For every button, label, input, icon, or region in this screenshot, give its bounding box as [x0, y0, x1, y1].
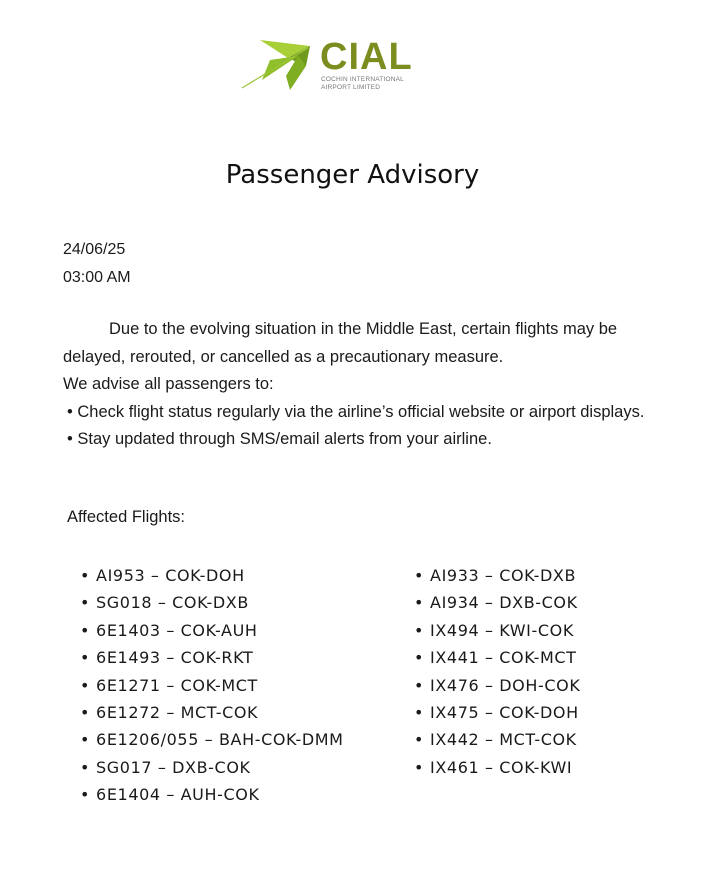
advisory-time: 03:00 AM	[63, 269, 131, 286]
flight-item: • 6E1272 – MCT-COK	[80, 699, 344, 726]
advise-line: We advise all passengers to:	[63, 375, 274, 393]
flight-item: • AI953 – COK-DOH	[80, 562, 344, 589]
cial-logo	[240, 36, 420, 96]
page-title: Passenger Advisory	[225, 160, 480, 190]
flight-item: • IX476 – DOH-COK	[414, 672, 580, 699]
flights-list-right	[414, 562, 580, 781]
advice-bullet-text: Stay updated through SMS/email alerts from your airline.	[77, 430, 492, 448]
advice-bullet: • Stay updated through SMS/email alerts from your airline.	[67, 430, 492, 448]
logo-subtitle-line1: COCHIN INTERNATIONAL	[321, 76, 404, 83]
flight-item: • 6E1403 – COK-AUH	[80, 617, 344, 644]
logo-subtitle-line2: AIRPORT LIMITED	[321, 84, 381, 91]
advice-bullet: • Check flight status regularly via the airline’s official website or airport displays.	[67, 402, 645, 421]
intro-paragraph: Due to the evolving situation in the Middle East, certain flights may be delayed, rerouted, or cancelled as a precautionary measure.	[63, 320, 618, 366]
flight-item: • SG017 – DXB-COK	[80, 754, 344, 781]
flight-item: • AI933 – COK-DXB	[414, 562, 580, 589]
flight-item: • 6E1206/055 – BAH-COK-DMM	[80, 726, 344, 753]
flight-item: • SG018 – COK-DXB	[80, 589, 344, 616]
logo-brand: CIAL	[320, 36, 413, 78]
affected-flights-label: Affected Flights:	[67, 508, 186, 526]
advisory-date: 24/06/25	[63, 241, 126, 258]
flights-list-left	[80, 562, 344, 809]
flight-item: • 6E1404 – AUH-COK	[80, 781, 344, 808]
flight-item: • IX475 – COK-DOH	[414, 699, 580, 726]
advice-bullet-text: Check flight status regularly via the airline’s official website or airport displays.	[77, 402, 645, 421]
flight-item: • IX494 – KWI-COK	[414, 617, 580, 644]
logo-subtitle	[321, 76, 404, 92]
advisory-body	[63, 316, 653, 454]
flight-item: • 6E1493 – COK-RKT	[80, 644, 344, 671]
leaf-plane-icon	[240, 36, 316, 92]
flight-item: • 6E1271 – COK-MCT	[80, 672, 344, 699]
flight-item: • IX442 – MCT-COK	[414, 726, 580, 753]
flight-item: • IX461 – COK-KWI	[414, 754, 580, 781]
flight-item: • IX441 – COK-MCT	[414, 644, 580, 671]
advisory-meta	[63, 236, 131, 292]
flight-item: • AI934 – DXB-COK	[414, 589, 580, 616]
